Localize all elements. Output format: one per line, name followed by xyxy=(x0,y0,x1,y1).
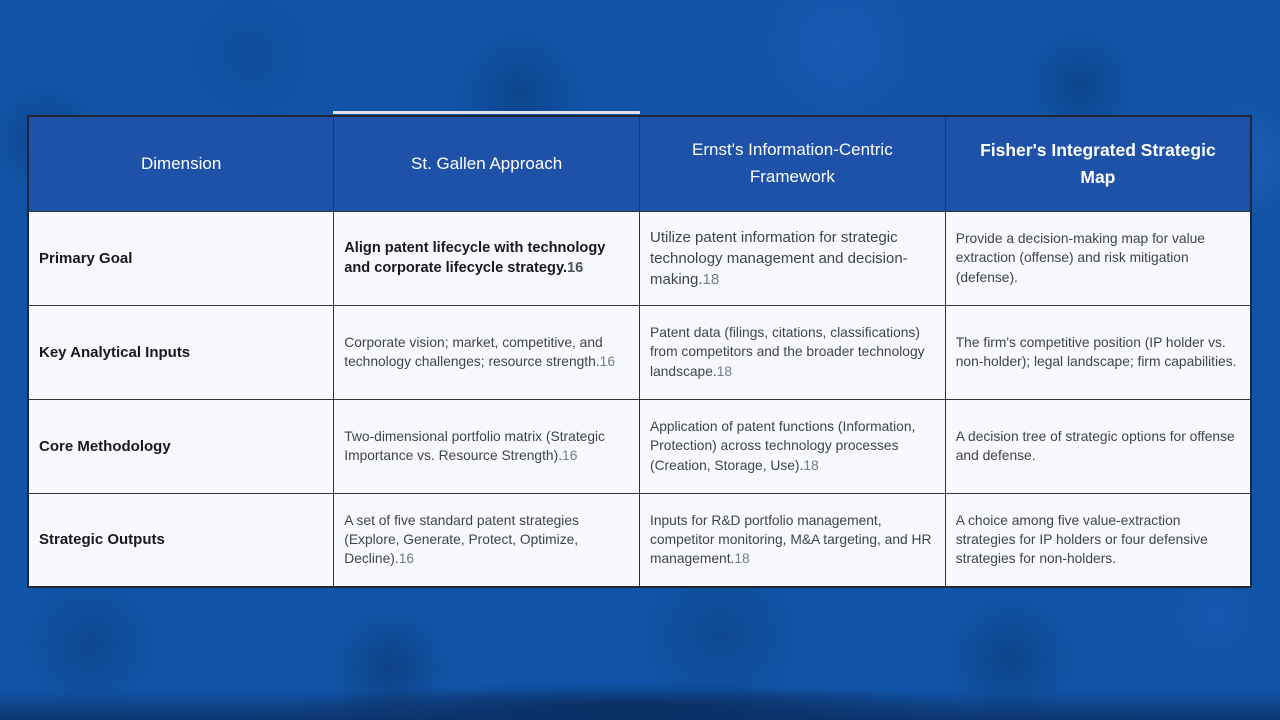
citation-ref: 16 xyxy=(562,448,578,463)
table-header xyxy=(28,116,1251,211)
column-header-dimension: Dimension xyxy=(28,116,334,211)
column-header-st-gallen: St. Gallen Approach xyxy=(334,116,640,211)
cell-text: The firm's competitive position (IP holder vs. non-holder); legal landscape; firm capabilities. xyxy=(955,334,1237,369)
citation-ref: 16 xyxy=(567,260,584,276)
row-label: Primary Goal xyxy=(28,211,334,305)
column-header-fisher: Fisher's Integrated Strategic Map xyxy=(945,116,1251,211)
table-cell xyxy=(640,211,946,305)
citation-ref: 18 xyxy=(734,551,750,567)
cell-text: A decision tree of strategic options for offense and defense. xyxy=(955,428,1235,463)
cell-text: Align patent lifecycle with technology and corporate lifecycle strategy. xyxy=(344,239,606,276)
cell-text: Provide a decision-making map for value extraction (offense) and risk mitigation (defense). xyxy=(955,231,1205,285)
table-row-primary-goal xyxy=(28,211,1251,305)
table-cell xyxy=(334,493,640,587)
table-cell xyxy=(640,305,946,399)
table-cell xyxy=(334,211,640,305)
cell-text: Patent data (filings, citations, classifications) from competitors and the broader technology landscape. xyxy=(650,325,925,379)
cell-text: Utilize patent information for strategic technology management and decision-making. xyxy=(650,228,908,288)
cell-text: Inputs for R&D portfolio management, competitor monitoring, M&A targeting, and HR management. xyxy=(650,512,932,567)
row-label: Key Analytical Inputs xyxy=(28,305,334,399)
table-cell xyxy=(945,211,1251,305)
table-body xyxy=(28,211,1251,587)
row-label: Core Methodology xyxy=(28,399,334,493)
citation-ref: 18 xyxy=(716,363,733,379)
table-row-strategic-outputs xyxy=(28,493,1251,587)
table-cell xyxy=(945,493,1251,587)
citation-ref: 16 xyxy=(398,551,415,567)
table-cell xyxy=(640,493,946,587)
header-row xyxy=(28,116,1251,211)
citation-ref: 18 xyxy=(803,457,819,473)
cell-text: A choice among five value-extraction strategies for IP holders or four defensive strategies for non-holders. xyxy=(955,512,1208,567)
comparison-table-container xyxy=(27,115,1252,588)
citation-ref: 18 xyxy=(702,270,720,288)
table-cell xyxy=(334,399,640,493)
comparison-table xyxy=(27,115,1252,588)
table-cell xyxy=(640,399,946,493)
cell-text: Two-dimensional portfolio matrix (Strategic Importance vs. Resource Strength). xyxy=(344,428,605,463)
cell-text: A set of five standard patent strategies (Explore, Generate, Protect, Optimize, Decline). xyxy=(344,512,579,567)
table-row-core-methodology xyxy=(28,399,1251,493)
table-cell xyxy=(334,305,640,399)
table-cell xyxy=(945,399,1251,493)
row-label: Strategic Outputs xyxy=(28,493,334,587)
table-row-key-analytical-inputs xyxy=(28,305,1251,399)
table-cell xyxy=(945,305,1251,399)
column-header-ernst: Ernst's Information-Centric Framework xyxy=(640,116,946,211)
cell-text: Application of patent functions (Information, Protection) across technology processes (Creation, Storage, Use). xyxy=(650,419,916,473)
cell-text: Corporate vision; market, competitive, and technology challenges; resource strength. xyxy=(344,334,603,369)
citation-ref: 16 xyxy=(599,354,616,369)
column-top-highlight xyxy=(333,111,640,114)
